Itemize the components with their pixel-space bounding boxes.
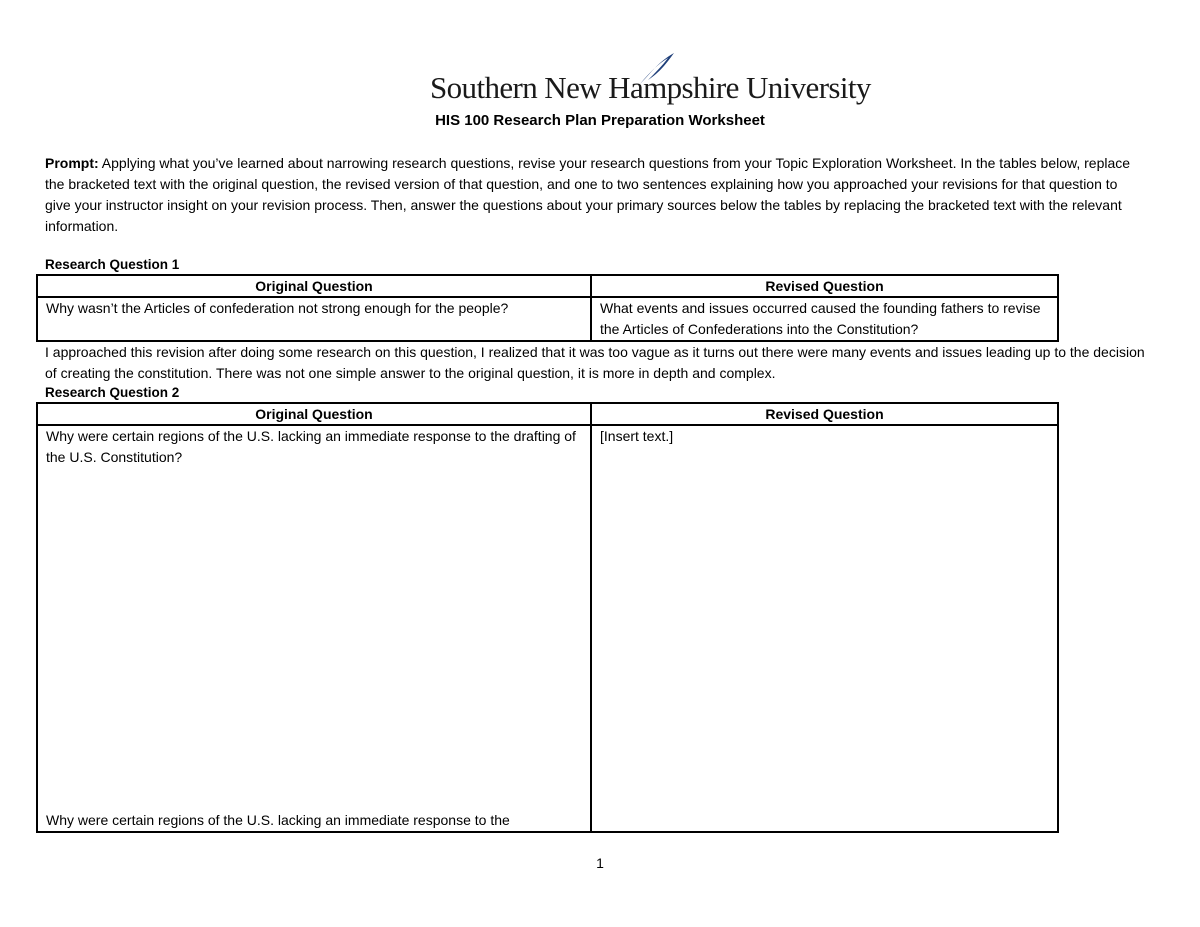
rq1-original-header: Original Question [37,275,591,297]
rq2-original-cell[interactable] [37,425,591,832]
rq2-original-header: Original Question [37,403,591,425]
prompt-paragraph [45,153,1145,237]
rq1-approach-text[interactable]: I approached this revision after doing some research on this question, I realized that it was too vague as it turns out there were many events and issues leading up to the decision of creating the constitution. There was not one simple answer to the original question, it is more in depth and complex. [45,344,1145,381]
logo-wordmark: Southern New Hampshire University [430,70,871,105]
rq1-revised-header: Revised Question [591,275,1058,297]
page-number: 1 [596,855,604,871]
rq1-original-cell[interactable]: Why wasn’t the Articles of confederation not strong enough for the people? [37,297,591,341]
university-logo [430,52,871,105]
prompt-text: Applying what you’ve learned about narrowing research questions, revise your research questions from your Topic Exploration Worksheet. In the tables below, replace the bracketed text with the original question, the revised version of that question, and one to two sentences explaining how you approached your revisions for that question to give your instructor insight on your revision process. Then, answer the questions about your primary sources below the tables by replacing the bracketed text with the relevant information. [45,155,1131,234]
rq2-revised-header: Revised Question [591,403,1058,425]
rq1-revised-cell[interactable]: What events and issues occurred caused the founding fathers to revise the Articles of Confederations into the Constitution? [591,297,1058,341]
research-question-2-label: Research Question 2 [45,385,180,400]
rq2-revised-text: [Insert text.] [600,428,674,444]
rq2-original-text: Why were certain regions of the U.S. lacking an immediate response to the drafting of the U.S. Constitution? [46,428,576,465]
rq2-revised-cell[interactable] [591,425,1058,832]
prompt-label: Prompt: [45,155,99,171]
research-question-2-table [36,402,1059,833]
document-title: HIS 100 Research Plan Preparation Worksheet [435,112,765,129]
research-question-1-table [36,274,1059,342]
research-question-1-label: Research Question 1 [45,257,180,272]
rq2-original-repeat-text: Why were certain regions of the U.S. lacking an immediate response to the [46,812,510,828]
